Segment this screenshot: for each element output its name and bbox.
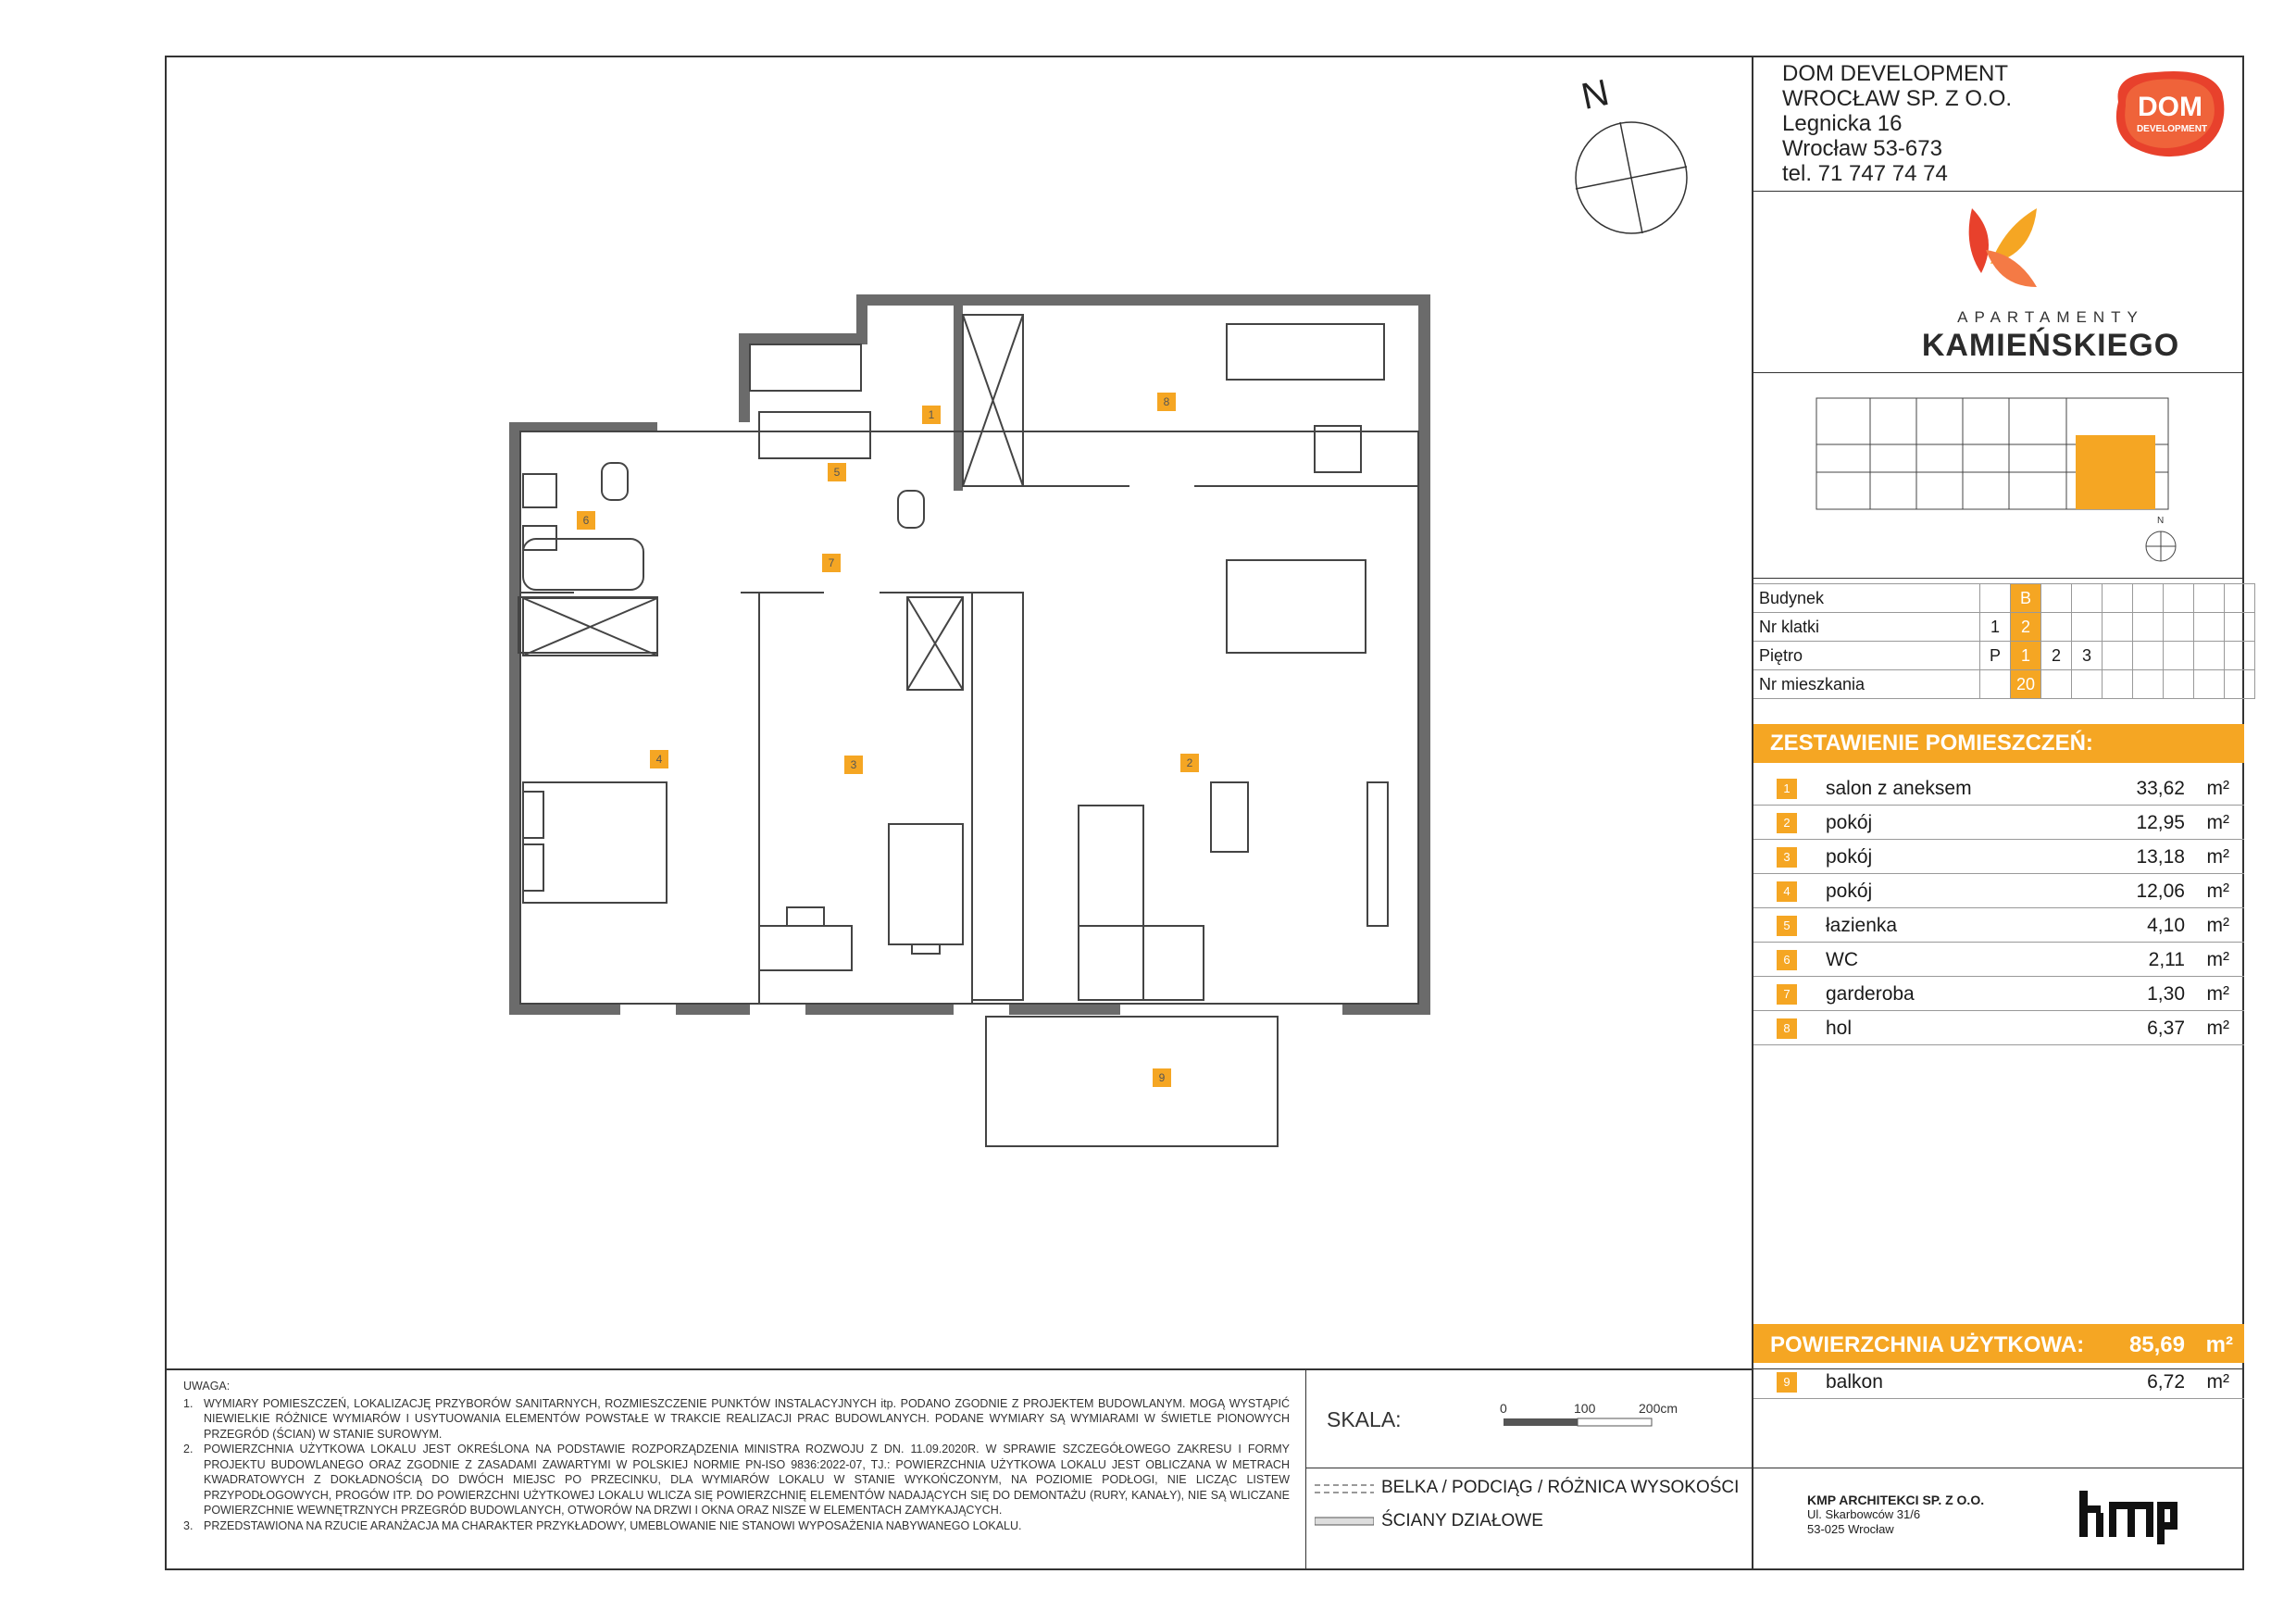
room-unit: m² [2206, 949, 2229, 970]
mieszkania-label: Nr mieszkania [1753, 670, 1980, 699]
scale-tick-100: 100 [1574, 1402, 1596, 1416]
architect-city: 53-025 Wrocław [1807, 1522, 1894, 1536]
budynek-label: Budynek [1753, 584, 1980, 613]
plan-room-number: 5 [833, 466, 841, 479]
room-unit: m² [2206, 1018, 2229, 1039]
room-area: 4,10 [2147, 915, 2185, 936]
notes [183, 1379, 1290, 1533]
divider [1752, 372, 2244, 373]
notes-scale-divider [1305, 1368, 1306, 1570]
room-row [1753, 841, 2244, 874]
room-row [1753, 943, 2244, 977]
room-row [1753, 772, 2244, 806]
company-name-2: WROCŁAW SP. Z O.O. [1782, 86, 2013, 111]
room-row [1753, 875, 2244, 908]
room-number: 7 [1777, 984, 1797, 1005]
dashed-line-icon [1315, 1481, 1374, 1496]
kmp-logo-text: kmp [2078, 1489, 2079, 1490]
company-phone: tel. 71 747 74 74 [1782, 161, 1948, 186]
partition-wall-icon [1315, 1517, 1374, 1526]
room-area: 13,18 [2136, 846, 2185, 868]
room-number: 5 [1777, 916, 1797, 936]
room-row [1753, 1012, 2244, 1045]
plan-room-number: 1 [928, 408, 935, 421]
room-unit: m² [2206, 846, 2229, 868]
pietro-label: Piętro [1753, 642, 1980, 670]
room-area: 6,72 [2147, 1371, 2185, 1393]
plan-room-number: 3 [850, 758, 857, 771]
klatki-label: Nr klatki [1753, 613, 1980, 642]
floor-plan [491, 278, 1444, 1167]
kamienskiego-leaf-logo [1953, 199, 2055, 301]
room-unit: m² [2206, 881, 2229, 902]
room-row [1753, 978, 2244, 1011]
scale-label: SKALA: [1327, 1407, 1402, 1431]
plan-room-number: 6 [582, 514, 590, 527]
plan-room-number: 7 [828, 556, 835, 569]
architect-info [1807, 1493, 1984, 1537]
building-key-plan [1815, 389, 2185, 574]
legend-beam-label: BELKA / PODCIĄG / RÓŻNICA WYSOKOŚCI [1381, 1478, 1740, 1497]
room-name: łazienka [1826, 915, 1898, 936]
total-area-row [1753, 1324, 2244, 1363]
plan-room-number: 2 [1186, 756, 1193, 769]
north-compass [1555, 65, 1694, 250]
divider [1752, 578, 2244, 579]
plan-room-number: 4 [655, 753, 663, 766]
room-unit: m² [2206, 812, 2229, 833]
room-name: pokój [1826, 812, 1873, 833]
dom-logo-subtext: DEVELOPMENT [2136, 124, 2208, 134]
legend-walls-label: ŚCIANY DZIAŁOWE [1381, 1511, 1543, 1530]
company-street: Legnicka 16 [1782, 111, 1903, 136]
room-unit: m² [2206, 983, 2229, 1005]
room-number: 3 [1777, 847, 1797, 868]
room-number: 9 [1777, 1372, 1797, 1393]
table-row [1753, 613, 2255, 642]
scale-tick-200: 200cm [1639, 1402, 1678, 1416]
dom-development-logo [2109, 65, 2229, 162]
architect-street: Ul. Skarbowców 31/6 [1807, 1507, 1921, 1521]
room-row [1753, 909, 2244, 943]
divider [1752, 191, 2244, 192]
room-number: 2 [1777, 813, 1797, 833]
scale-bar [1500, 1402, 1685, 1439]
room-name: garderoba [1826, 983, 1915, 1005]
pietro-1: 1 [2011, 642, 2041, 670]
room-unit: m² [2206, 915, 2229, 936]
room-number: 6 [1777, 950, 1797, 970]
note-item: 1. WYMIARY POMIESZCZEŃ, LOKALIZACJĘ PRZYBORÓW SANITARNYCH, ROZMIESZCZENIE PUNKTÓW INSTALACYJNYCH itp. PODANO ZGODNIE Z PROJEKTEM BUDOWLANYM. MOGĄ WYSTĄPIĆ NIEWIELKIE RÓŻNICE WYMIARÓW I USYTUOWANIA ELEMENTÓW POWSTAŁE W TRAKCIE REALIZACJI PRAC BUDOWLANYCH. PODANE WYMIARY SĄ WYMIARAMI W ŚWIETLE PIONOWYCH PRZEGRÓD (ŚCIAN) W STANIE SUROWYM. [183, 1396, 1290, 1441]
room-name: balkon [1826, 1371, 1883, 1393]
room-area: 2,11 [2148, 949, 2185, 970]
architect-name: KMP ARCHITEKCI SP. Z O.O. [1807, 1493, 1985, 1507]
room-name: WC [1826, 949, 1858, 970]
project-title: KAMIEŃSKIEGO [1921, 328, 2180, 363]
legend-beam [1315, 1478, 1741, 1500]
project-subtitle: APARTAMENTY [1957, 308, 2144, 326]
budynek-value: B [2011, 584, 2041, 613]
room-number: 1 [1777, 779, 1797, 799]
room-number: 8 [1777, 1018, 1797, 1039]
rooms-heading: ZESTAWIENIE POMIESZCZEŃ: [1753, 724, 2244, 763]
total-value: 85,69 [2128, 1332, 2185, 1357]
notes-heading: UWAGA: [183, 1380, 231, 1393]
room-name: hol [1826, 1018, 1853, 1039]
location-table [1753, 583, 2255, 699]
scale-tick-0: 0 [1500, 1402, 1507, 1416]
klatka-2: 2 [2011, 613, 2041, 642]
mieszkania-value: 20 [2011, 670, 2041, 699]
table-row [1753, 670, 2255, 699]
balcony-row [1753, 1366, 2244, 1399]
room-row [1753, 806, 2244, 840]
keyplan-north-label: N [2157, 516, 2165, 526]
company-name: DOM DEVELOPMENT [1782, 61, 2009, 86]
room-area: 33,62 [2136, 778, 2185, 799]
note-item: 3. PRZEDSTAWIONA NA RZUCIE ARANŻACJA MA CHARAKTER PRZYKŁADOWY, UMEBLOWANIE NIE STANOWI WYPOSAŻENIA NABYWANEGO LOKALU. [183, 1518, 1022, 1532]
room-unit: m² [2206, 1371, 2229, 1393]
total-label: POWIERZCHNIA UŻYTKOWA: [1770, 1332, 2085, 1357]
room-area: 12,06 [2136, 881, 2185, 902]
table-row [1753, 584, 2255, 613]
room-name: pokój [1826, 881, 1873, 902]
pietro-2: 2 [2041, 642, 2072, 670]
table-row [1753, 642, 2255, 670]
room-area: 12,95 [2136, 812, 2185, 833]
room-area: 6,37 [2147, 1018, 2185, 1039]
total-unit: m² [2205, 1332, 2233, 1357]
room-unit: m² [2206, 778, 2229, 799]
developer-info [1782, 61, 2012, 186]
room-area: 1,30 [2147, 983, 2185, 1005]
note-item: 2. POWIERZCHNIA UŻYTKOWA LOKALU JEST OKREŚLONA NA PODSTAWIE ROZPORZĄDZENIA MINISTRA ROZWOJU Z DN. 11.09.2020R. W SPRAWIE SZCZEGÓŁOWEGO ZAKRESU I FORMY PROJEKTU BUDOWLANEGO ORAZ ZGODNIE Z ZASADAMI ZAWARTYMI W POLSKIEJ NORMIE PN-ISO 9836:2022-07, TJ.: POWIERZCHNIA UŻYTKOWA LOKALU JEST OBLICZANA W METRACH KWADRATOWYCH Z DOKŁADNOŚCIĄ DO DWÓCH MIEJSC PO PRZECINKU, DLA WYMIARÓW LOKALU W STANIE WYKOŃCZONYM, NA POZIOMIE PODŁOGI, NIE LICZĄC LISTEW PRZYPODŁOGOWYCH, PROGÓW ITP. DO POWIERZCHNI UŻYTKOWEJ LOKALU WLICZA SIĘ POWIERZCHNIĘ ELEMENTÓW NADAJĄCYCH SIĘ DO DEMONTAŻU (RURY, KANAŁY), NIE SĄ WLICZANE POWIERZCHNIE WEWNĘTRZNYCH PRZEGRÓD BUDOWLANYCH, OTWORÓW NA DRZWI I OKNA ORAZ NISZE W ELEMENTACH ZAMYKAJĄCYCH. [183, 1443, 1290, 1517]
notes-divider [165, 1368, 1753, 1370]
room-number: 4 [1777, 881, 1797, 902]
dom-logo-text: DOM [2138, 92, 2202, 122]
klatka-1: 1 [1980, 613, 2011, 642]
pietro-p: P [1980, 642, 2011, 670]
kmp-logo [2078, 1489, 2179, 1546]
legend-walls [1315, 1511, 1741, 1533]
pietro-3: 3 [2072, 642, 2103, 670]
plan-room-number: 8 [1163, 395, 1170, 408]
plan-room-number: 9 [1158, 1071, 1166, 1084]
room-name: salon z aneksem [1826, 778, 1972, 799]
compass-north-label: N [1578, 71, 1613, 118]
company-city: Wrocław 53-673 [1782, 136, 1942, 161]
room-name: pokój [1826, 846, 1873, 868]
